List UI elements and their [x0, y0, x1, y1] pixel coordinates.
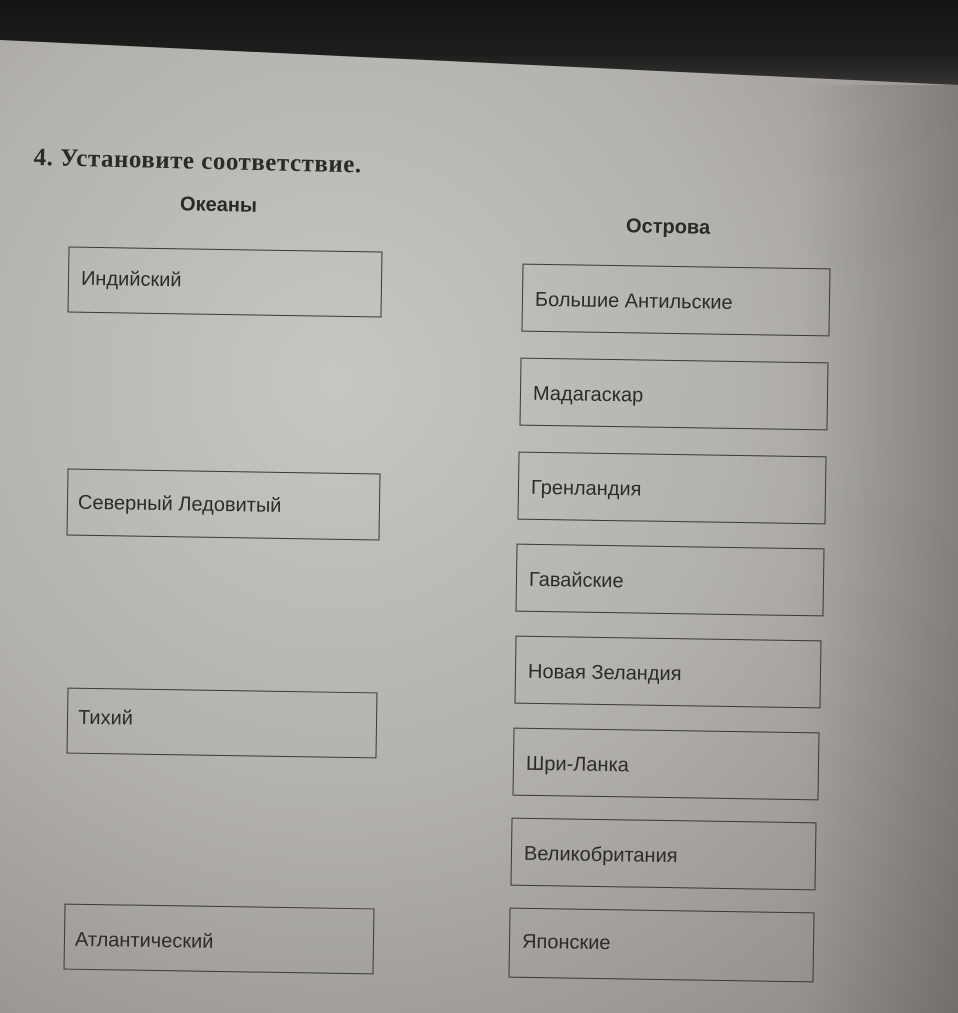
- island-label: Гренландия: [530, 476, 642, 501]
- ocean-box-indian[interactable]: [68, 247, 383, 318]
- island-box-great-britain[interactable]: [510, 818, 816, 891]
- ocean-box-pacific[interactable]: [67, 688, 378, 759]
- island-box-hawaiian[interactable]: [515, 544, 824, 617]
- ocean-label: Атлантический: [74, 928, 214, 953]
- island-label: Японские: [521, 930, 611, 955]
- ocean-box-atlantic[interactable]: [64, 904, 375, 975]
- island-box-new-zealand[interactable]: [514, 636, 821, 709]
- island-label: Большие Антильские: [534, 288, 733, 314]
- ocean-label: Индийский: [80, 267, 182, 292]
- island-box-greenland[interactable]: [517, 452, 826, 525]
- page-shadow: [798, 40, 958, 1013]
- island-box-sri-lanka[interactable]: [512, 728, 819, 801]
- island-label: Гавайские: [528, 568, 624, 593]
- island-box-japanese[interactable]: [508, 908, 814, 983]
- island-label: Новая Зеландия: [527, 660, 682, 686]
- island-box-madagascar[interactable]: [519, 358, 828, 431]
- island-label: Мадагаскар: [532, 382, 644, 407]
- island-label: Шри-Ланка: [525, 752, 630, 777]
- ocean-label: Тихий: [77, 706, 134, 730]
- task-title: 4. Установите соответствие.: [33, 144, 362, 179]
- ocean-box-arctic[interactable]: [66, 469, 380, 541]
- island-box-greater-antilles[interactable]: [521, 264, 830, 337]
- ocean-label: Северный Ледовитый: [77, 491, 282, 517]
- island-label: Великобритания: [523, 842, 678, 868]
- oceans-header: Океаны: [179, 193, 258, 217]
- islands-header: Острова: [625, 215, 711, 239]
